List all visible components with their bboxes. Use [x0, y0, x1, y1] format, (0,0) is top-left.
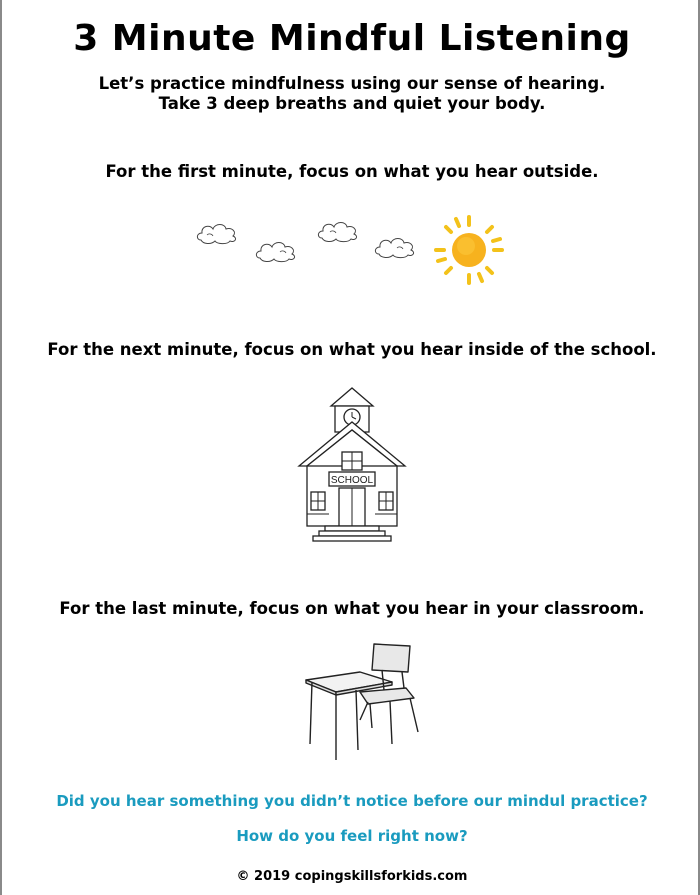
school-sign-text: SCHOOL	[330, 475, 374, 486]
copyright-footer: © 2019 copingskillsforkids.com	[236, 869, 468, 884]
school-building-icon	[297, 386, 407, 546]
intro-line-1: Let’s practice mindfulness using our sense of hearing.	[98, 74, 606, 93]
page-title: 3 Minute Mindful Listening	[73, 18, 631, 59]
intro-line-2: Take 3 deep breaths and quiet your body.	[158, 94, 546, 113]
cloud-icon	[316, 218, 362, 244]
sun-icon	[432, 213, 506, 287]
reflection-question-2: How do you feel right now?	[236, 827, 468, 845]
cloud-icon	[195, 220, 241, 246]
step-2-instruction: For the next minute, focus on what you hear inside of the school.	[47, 340, 657, 359]
step-1-instruction: For the first minute, focus on what you hear outside.	[105, 162, 599, 181]
reflection-question-1: Did you hear something you didn’t notice before our mindul practice?	[56, 792, 648, 810]
school-desk-icon	[302, 640, 422, 764]
cloud-icon	[254, 238, 300, 264]
intro-text	[2, 74, 700, 114]
cloud-icon	[373, 234, 419, 260]
step-3-instruction: For the last minute, focus on what you hear in your classroom.	[59, 599, 645, 618]
